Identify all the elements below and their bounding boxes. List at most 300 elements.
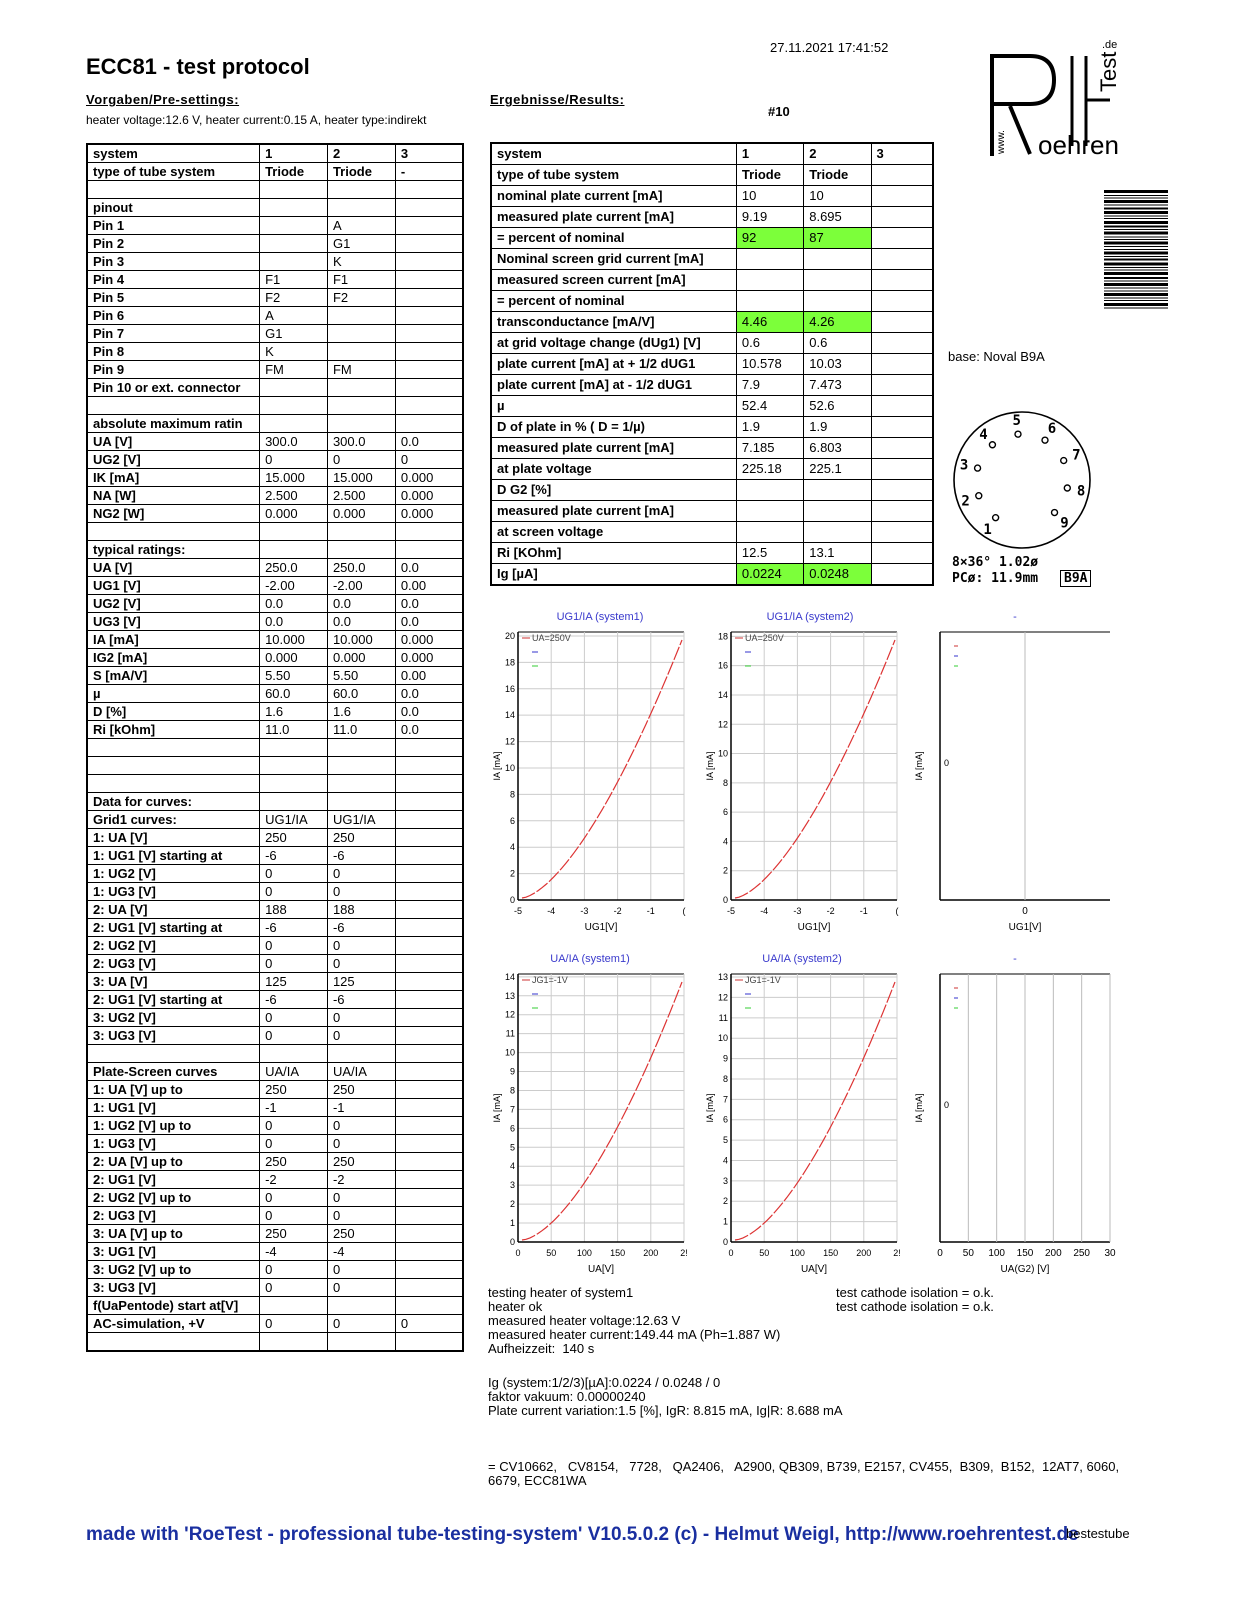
cell-system-3 bbox=[871, 501, 933, 522]
barcode-bar bbox=[1104, 272, 1168, 275]
cell-system-1: 10.578 bbox=[736, 354, 803, 375]
x-tick: 250 bbox=[1073, 1248, 1091, 1259]
cell-system-3 bbox=[395, 1099, 463, 1117]
y-tick: 5 bbox=[509, 1142, 515, 1153]
axis-ylabel: IA [mA] bbox=[492, 1093, 502, 1123]
base-pin-hole bbox=[1052, 510, 1058, 516]
barcode-bar bbox=[1104, 256, 1168, 257]
cell-system-3 bbox=[871, 249, 933, 270]
legend-label: JG1=-1V bbox=[745, 975, 781, 985]
cell-system-2 bbox=[327, 415, 395, 433]
cell-system-1: 12.5 bbox=[736, 543, 803, 564]
barcode-bar bbox=[1104, 246, 1168, 247]
cell-system-3 bbox=[871, 165, 933, 186]
cell-system-1: F2 bbox=[260, 289, 328, 307]
cell-system-2: 0.000 bbox=[327, 505, 395, 523]
row-label: IG2 [mA] bbox=[87, 649, 260, 667]
test-number: #10 bbox=[768, 104, 790, 119]
row-label: 3: UG2 [V] bbox=[87, 1009, 260, 1027]
table-row bbox=[87, 811, 463, 829]
cell-system-2: 7.473 bbox=[804, 375, 871, 396]
row-label: Ri [kOhm] bbox=[87, 721, 260, 739]
cell-system-1: 9.19 bbox=[736, 207, 803, 228]
row-label: pinout bbox=[87, 199, 260, 217]
row-label: UA [V] bbox=[87, 559, 260, 577]
cell-system-2: -2.00 bbox=[327, 577, 395, 595]
cell-system-1: 15.000 bbox=[260, 469, 328, 487]
y-tick: 0 bbox=[509, 895, 515, 905]
cell-system-1: 225.18 bbox=[736, 459, 803, 480]
barcode-bar bbox=[1104, 298, 1168, 299]
row-label: = percent of nominal bbox=[491, 228, 736, 249]
row-label: S [mA/V] bbox=[87, 667, 260, 685]
table-row bbox=[87, 1279, 463, 1297]
cell-system-1 bbox=[736, 480, 803, 501]
presettings-text: heater voltage:12.6 V, heater current:0.15 A, heater type:indirekt bbox=[86, 113, 427, 127]
x-tick: 100 bbox=[576, 1248, 592, 1258]
cell-system-2: F2 bbox=[327, 289, 395, 307]
table-row bbox=[87, 775, 463, 793]
axis-ylabel: IA [mA] bbox=[705, 751, 715, 781]
cell-system-2: 2 bbox=[804, 143, 871, 165]
x-tick: 150 bbox=[823, 1248, 839, 1258]
cell-system-2: 0.000 bbox=[327, 649, 395, 667]
cell-system-2: 2 bbox=[327, 144, 395, 163]
barcode-bar bbox=[1104, 270, 1168, 271]
row-label: 3: UA [V] up to bbox=[87, 1225, 260, 1243]
cell-system-3: 0.0 bbox=[395, 595, 463, 613]
row-label: 3: UG1 [V] bbox=[87, 1243, 260, 1261]
y-tick: 0 bbox=[944, 1100, 950, 1110]
row-label: D [%] bbox=[87, 703, 260, 721]
cell-system-2: 0.0 bbox=[327, 595, 395, 613]
cell-system-2: 0 bbox=[327, 1189, 395, 1207]
cell-system-3 bbox=[871, 312, 933, 333]
cell-system-1 bbox=[260, 757, 328, 775]
barcode-bar bbox=[1104, 190, 1168, 193]
table-row bbox=[87, 1099, 463, 1117]
cell-system-1: UG1/IA bbox=[260, 811, 328, 829]
row-label: UA [V] bbox=[87, 433, 260, 451]
cell-system-2: 6.803 bbox=[804, 438, 871, 459]
cell-system-1: 0 bbox=[260, 865, 328, 883]
barcode-bar bbox=[1104, 259, 1168, 261]
cell-system-1: 10 bbox=[736, 186, 803, 207]
table-row bbox=[491, 480, 933, 501]
cell-system-3: 0.00 bbox=[395, 577, 463, 595]
cell-system-1: 11.0 bbox=[260, 721, 328, 739]
y-tick: 12 bbox=[717, 719, 728, 730]
cell-system-2: 0.0248 bbox=[804, 564, 871, 586]
table-row bbox=[87, 325, 463, 343]
row-label: at grid voltage change (dUg1) [V] bbox=[491, 333, 736, 354]
cell-system-1: 4.46 bbox=[736, 312, 803, 333]
cell-system-3 bbox=[395, 1081, 463, 1099]
cell-system-2: A bbox=[327, 217, 395, 235]
cell-system-3 bbox=[395, 775, 463, 793]
cell-system-2: 0 bbox=[327, 1261, 395, 1279]
cell-system-3: 0.0 bbox=[395, 613, 463, 631]
cell-system-2: Triode bbox=[327, 163, 395, 181]
cell-system-3: 0.00 bbox=[395, 667, 463, 685]
cell-system-1 bbox=[736, 249, 803, 270]
row-label: absolute maximum ratin bbox=[87, 415, 260, 433]
heater-test-notes: testing heater of system1 heater ok measured heater voltage:12.63 V measured heater current:149.44 mA (Ph=1.887 W) Aufheizzeit: 140 s bbox=[488, 1285, 781, 1356]
logo-de: .de bbox=[1102, 39, 1118, 51]
row-label: Pin 9 bbox=[87, 361, 260, 379]
cell-system-3 bbox=[871, 375, 933, 396]
cell-system-1: -2 bbox=[260, 1171, 328, 1189]
base-pin-hole bbox=[993, 515, 999, 521]
x-tick: 200 bbox=[1044, 1248, 1062, 1259]
table-row bbox=[87, 144, 463, 163]
table-row bbox=[87, 847, 463, 865]
row-label: system bbox=[491, 143, 736, 165]
base-pin-number: 8 bbox=[1076, 483, 1086, 500]
table-row bbox=[491, 333, 933, 354]
row-label: plate current [mA] at + 1/2 dUG1 bbox=[491, 354, 736, 375]
cell-system-1: 0.6 bbox=[736, 333, 803, 354]
cell-system-1: Triode bbox=[736, 165, 803, 186]
y-tick: 18 bbox=[504, 657, 515, 668]
cell-system-2: 5.50 bbox=[327, 667, 395, 685]
table-row bbox=[491, 270, 933, 291]
cell-system-1 bbox=[260, 253, 328, 271]
cell-system-3: - bbox=[395, 163, 463, 181]
cell-system-2: 13.1 bbox=[804, 543, 871, 564]
axis-ylabel: IA [mA] bbox=[914, 1093, 924, 1123]
chart4-title: UA/IA (system1) bbox=[550, 953, 630, 965]
row-label: UG1 [V] bbox=[87, 577, 260, 595]
cell-system-1: 0 bbox=[260, 1009, 328, 1027]
table-row bbox=[491, 459, 933, 480]
row-label: plate current [mA] at - 1/2 dUG1 bbox=[491, 375, 736, 396]
cell-system-1: 0 bbox=[260, 1315, 328, 1333]
table-row bbox=[491, 186, 933, 207]
row-label: AC-simulation, +V bbox=[87, 1315, 260, 1333]
cell-system-2 bbox=[804, 480, 871, 501]
table-row bbox=[87, 1207, 463, 1225]
cell-system-2: 300.0 bbox=[327, 433, 395, 451]
cell-system-2: 87 bbox=[804, 228, 871, 249]
page-title: ECC81 - test protocol bbox=[86, 54, 310, 79]
barcode-bar bbox=[1104, 208, 1168, 210]
row-label: 1: UG3 [V] bbox=[87, 1135, 260, 1153]
presettings-heading: Vorgaben/Pre-settings: bbox=[86, 92, 240, 107]
cell-system-2: -6 bbox=[327, 991, 395, 1009]
table-row bbox=[491, 249, 933, 270]
table-row bbox=[87, 1315, 463, 1333]
cell-system-2: 8.695 bbox=[804, 207, 871, 228]
cell-system-2: 0 bbox=[327, 1027, 395, 1045]
cell-system-1: 0.000 bbox=[260, 649, 328, 667]
cell-system-3: 0 bbox=[395, 451, 463, 469]
table-row bbox=[491, 375, 933, 396]
cell-system-1: 0 bbox=[260, 1135, 328, 1153]
results-heading: Ergebnisse/Results: bbox=[490, 92, 625, 107]
cell-system-2 bbox=[327, 397, 395, 415]
cell-system-3 bbox=[871, 354, 933, 375]
cell-system-3 bbox=[395, 379, 463, 397]
chart5-title: UA/IA (system2) bbox=[762, 953, 842, 965]
cell-system-3 bbox=[395, 793, 463, 811]
cell-system-1: 10.000 bbox=[260, 631, 328, 649]
x-tick: ( bbox=[895, 906, 899, 916]
cell-system-2 bbox=[804, 291, 871, 312]
row-label: Pin 2 bbox=[87, 235, 260, 253]
cell-system-2: 250 bbox=[327, 829, 395, 847]
cell-system-3 bbox=[395, 1027, 463, 1045]
row-label: UG3 [V] bbox=[87, 613, 260, 631]
cell-system-3 bbox=[395, 325, 463, 343]
row-label: Pin 4 bbox=[87, 271, 260, 289]
cell-system-3 bbox=[395, 1225, 463, 1243]
x-tick: ( bbox=[682, 906, 686, 916]
row-label: µ bbox=[87, 685, 260, 703]
barcode-bar bbox=[1104, 288, 1168, 289]
x-tick: -4 bbox=[760, 906, 769, 916]
x-tick: 150 bbox=[1016, 1248, 1034, 1259]
cell-system-1 bbox=[260, 235, 328, 253]
axis-ylabel: IA [mA] bbox=[705, 1093, 715, 1123]
row-label: 3: UA [V] bbox=[87, 973, 260, 991]
y-tick: 2 bbox=[509, 1199, 515, 1210]
y-tick: 12 bbox=[504, 736, 515, 747]
table-row bbox=[87, 937, 463, 955]
cell-system-1: 125 bbox=[260, 973, 328, 991]
chart3-title: - bbox=[1013, 611, 1017, 623]
table-row bbox=[87, 397, 463, 415]
cell-system-1: 0 bbox=[260, 1207, 328, 1225]
row-label bbox=[87, 1333, 260, 1352]
cell-system-2 bbox=[327, 757, 395, 775]
cell-system-2: 10.03 bbox=[804, 354, 871, 375]
series-curve bbox=[735, 640, 895, 898]
cell-system-3 bbox=[395, 235, 463, 253]
roehrentest-logo bbox=[990, 36, 1122, 160]
table-row bbox=[87, 955, 463, 973]
row-label: Pin 7 bbox=[87, 325, 260, 343]
cell-system-3 bbox=[395, 343, 463, 361]
cell-system-1: 0.0 bbox=[260, 613, 328, 631]
cell-system-1 bbox=[260, 523, 328, 541]
y-tick: 10 bbox=[504, 1047, 515, 1058]
row-label: 2: UG1 [V] bbox=[87, 1171, 260, 1189]
cell-system-1 bbox=[260, 397, 328, 415]
chart6-title: - bbox=[1013, 953, 1017, 965]
table-row bbox=[87, 667, 463, 685]
cell-system-2: 250.0 bbox=[327, 559, 395, 577]
cell-system-3 bbox=[395, 1189, 463, 1207]
cell-system-3 bbox=[395, 1243, 463, 1261]
logo-test: Test bbox=[1096, 51, 1121, 92]
y-tick: 12 bbox=[717, 992, 728, 1003]
cell-system-1: 0 bbox=[260, 451, 328, 469]
chart-ug1-ia-system1 bbox=[490, 626, 690, 934]
cell-system-1 bbox=[260, 1045, 328, 1063]
base-pin-hole bbox=[975, 465, 981, 471]
cell-system-1: F1 bbox=[260, 271, 328, 289]
axis-ylabel: IA [mA] bbox=[914, 751, 924, 781]
barcode-bar bbox=[1104, 205, 1168, 206]
barcode-bar bbox=[1104, 221, 1168, 224]
table-row bbox=[491, 564, 933, 586]
row-label: 2: UG2 [V] up to bbox=[87, 1189, 260, 1207]
cell-system-1: 250 bbox=[260, 1081, 328, 1099]
table-row bbox=[491, 396, 933, 417]
cell-system-2 bbox=[327, 793, 395, 811]
footer-credit[interactable]: made with 'RoeTest - professional tube-testing-system' V10.5.0.2 (c) - Helmut Weigl, http://www.roehrentest.de bbox=[86, 1524, 1079, 1545]
cell-system-2 bbox=[804, 270, 871, 291]
y-tick: 4 bbox=[722, 1155, 728, 1166]
y-tick: 4 bbox=[509, 842, 515, 853]
cell-system-2: 250 bbox=[327, 1153, 395, 1171]
row-label: = percent of nominal bbox=[491, 291, 736, 312]
cell-system-3 bbox=[395, 1333, 463, 1352]
base-pin-number: 2 bbox=[961, 493, 970, 510]
x-tick: 30 bbox=[1104, 1248, 1116, 1259]
cell-system-3 bbox=[871, 459, 933, 480]
x-tick: -3 bbox=[580, 906, 589, 916]
x-tick: 0 bbox=[937, 1248, 943, 1259]
table-row bbox=[87, 505, 463, 523]
base-spec-line1: 8×36° 1.02ø bbox=[952, 555, 1039, 570]
cell-system-3: 0.000 bbox=[395, 631, 463, 649]
cell-system-3 bbox=[395, 541, 463, 559]
table-row bbox=[491, 543, 933, 564]
cell-system-3 bbox=[871, 270, 933, 291]
table-row bbox=[87, 271, 463, 289]
table-row bbox=[491, 312, 933, 333]
table-row bbox=[87, 1027, 463, 1045]
table-row bbox=[87, 649, 463, 667]
table-row bbox=[87, 577, 463, 595]
cell-system-1: G1 bbox=[260, 325, 328, 343]
cell-system-3: 0.000 bbox=[395, 469, 463, 487]
cell-system-1 bbox=[260, 1333, 328, 1352]
table-row bbox=[87, 199, 463, 217]
row-label bbox=[87, 739, 260, 757]
barcode-bar bbox=[1104, 303, 1168, 306]
y-tick: 5 bbox=[722, 1135, 728, 1146]
axis-ylabel: IA [mA] bbox=[492, 751, 502, 781]
cell-system-2: 15.000 bbox=[327, 469, 395, 487]
cell-system-1: 0 bbox=[260, 1027, 328, 1045]
cell-system-1: 0.0224 bbox=[736, 564, 803, 586]
cell-system-3: 0.0 bbox=[395, 703, 463, 721]
row-label: 2: UG1 [V] starting at bbox=[87, 919, 260, 937]
cell-system-2: -6 bbox=[327, 847, 395, 865]
equivalents: = CV10662, CV8154, 7728, QA2406, A2900, QB309, B739, E2157, CV455, B309, B152, 12AT7, 6060, 6679, ECC81WA bbox=[488, 1459, 1120, 1488]
table-row bbox=[87, 685, 463, 703]
cell-system-2: 0 bbox=[327, 1315, 395, 1333]
table-row bbox=[491, 354, 933, 375]
x-tick: 150 bbox=[610, 1248, 626, 1258]
table-row bbox=[87, 559, 463, 577]
row-label: 2: UA [V] up to bbox=[87, 1153, 260, 1171]
table-row bbox=[87, 1225, 463, 1243]
x-tick: -4 bbox=[547, 906, 556, 916]
table-row bbox=[87, 613, 463, 631]
y-tick: 12 bbox=[504, 1009, 515, 1020]
cell-system-3 bbox=[395, 181, 463, 199]
cell-system-2: 0 bbox=[327, 865, 395, 883]
row-label: 2: UG3 [V] bbox=[87, 1207, 260, 1225]
barcode-bar bbox=[1104, 237, 1168, 238]
cell-system-2 bbox=[327, 307, 395, 325]
cell-system-2 bbox=[327, 1297, 395, 1315]
cell-system-1: Triode bbox=[260, 163, 328, 181]
cell-system-3 bbox=[395, 1135, 463, 1153]
barcode-bar bbox=[1104, 281, 1168, 282]
cell-system-3 bbox=[395, 919, 463, 937]
chart-ug1-ia-system2 bbox=[703, 626, 903, 934]
cell-system-3: 0.0 bbox=[395, 685, 463, 703]
row-label bbox=[87, 181, 260, 199]
base-spec-badge: B9A bbox=[1060, 570, 1091, 587]
row-label: transconductance [mA/V] bbox=[491, 312, 736, 333]
cell-system-2: 125 bbox=[327, 973, 395, 991]
cell-system-3 bbox=[871, 543, 933, 564]
y-tick: 20 bbox=[504, 630, 515, 641]
cell-system-3 bbox=[871, 438, 933, 459]
cell-system-2: 188 bbox=[327, 901, 395, 919]
table-row bbox=[87, 1333, 463, 1352]
table-row bbox=[87, 217, 463, 235]
cell-system-2 bbox=[327, 325, 395, 343]
ig-notes: Ig (system:1/2/3)[µA]:0.0224 / 0.0248 / 0 faktor vakuum: 0.00000240 Plate current variation:1.5 [%], IgR: 8.815 mA, Ig|R: 8.688 mA bbox=[488, 1375, 843, 1418]
table-row bbox=[87, 1297, 463, 1315]
row-label: Pin 6 bbox=[87, 307, 260, 325]
table-row bbox=[87, 829, 463, 847]
cell-system-2: G1 bbox=[327, 235, 395, 253]
cell-system-2: K bbox=[327, 253, 395, 271]
y-tick: 13 bbox=[504, 990, 515, 1001]
y-tick: 6 bbox=[722, 807, 728, 818]
table-row bbox=[491, 522, 933, 543]
cell-system-3 bbox=[395, 361, 463, 379]
table-row bbox=[87, 919, 463, 937]
cell-system-3 bbox=[395, 217, 463, 235]
cell-system-2: 10 bbox=[804, 186, 871, 207]
cell-system-2: 10.000 bbox=[327, 631, 395, 649]
row-label: 1: UG1 [V] starting at bbox=[87, 847, 260, 865]
chart-empty-system3 bbox=[912, 626, 1112, 934]
base-pin-number: 1 bbox=[983, 522, 992, 539]
x-tick: 2! bbox=[893, 1248, 901, 1258]
cell-system-2: 0 bbox=[327, 1279, 395, 1297]
cell-system-2: F1 bbox=[327, 271, 395, 289]
cell-system-3 bbox=[395, 829, 463, 847]
y-tick: 14 bbox=[717, 689, 728, 700]
cell-system-2: 0 bbox=[327, 1207, 395, 1225]
table-row bbox=[87, 1261, 463, 1279]
table-row bbox=[87, 703, 463, 721]
row-label: type of tube system bbox=[491, 165, 736, 186]
cell-system-1 bbox=[736, 522, 803, 543]
table-row bbox=[87, 1045, 463, 1063]
base-pin-number: 5 bbox=[1012, 413, 1021, 430]
row-label: measured plate current [mA] bbox=[491, 438, 736, 459]
cell-system-2 bbox=[327, 523, 395, 541]
y-tick: 0 bbox=[509, 1237, 515, 1247]
row-label: 1: UG1 [V] bbox=[87, 1099, 260, 1117]
barcode-bar bbox=[1104, 277, 1168, 279]
chart-ua-ia-system2 bbox=[703, 968, 903, 1276]
cell-system-3 bbox=[871, 522, 933, 543]
row-label: NA [W] bbox=[87, 487, 260, 505]
cell-system-2: -4 bbox=[327, 1243, 395, 1261]
